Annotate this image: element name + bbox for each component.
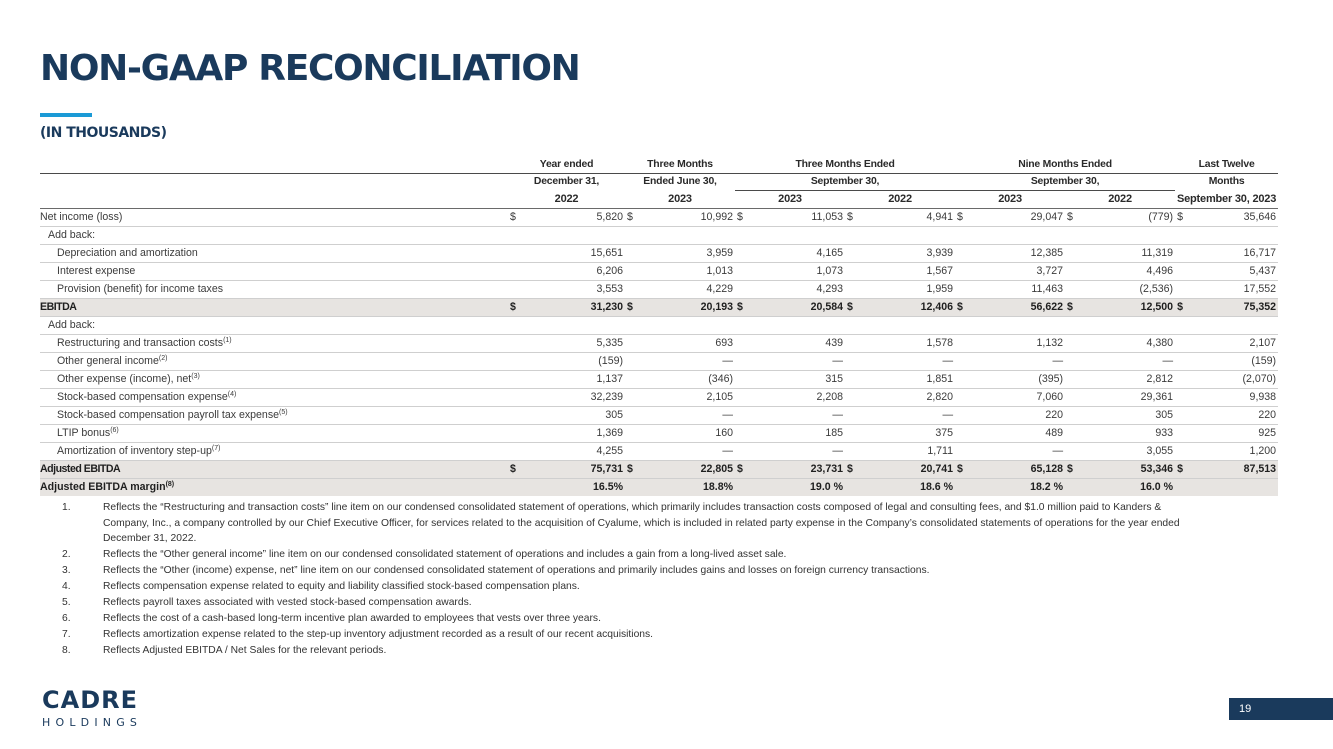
cell-value: (395) <box>977 371 1065 389</box>
cell-value: 35,646 <box>1191 209 1278 227</box>
cell-value: — <box>1087 353 1175 371</box>
row-label: EBITDA <box>40 299 508 317</box>
cell-value: 2,105 <box>647 389 735 407</box>
row-label: Adjusted EBITDA margin$^{(8)}$ <box>40 479 508 497</box>
cell-value: 22,805 <box>647 461 735 479</box>
cell-value: (159) <box>530 353 625 371</box>
cell-value: (2,536) <box>1087 281 1175 299</box>
currency-symbol: $ <box>508 299 530 317</box>
table-row-adjusted-ebitda-margin <box>40 479 1278 497</box>
cell-value: 75,731 <box>530 461 625 479</box>
cell-value: 11,053 <box>757 209 845 227</box>
cell-value: 2,208 <box>757 389 845 407</box>
row-label: Net income (loss) <box>40 209 508 227</box>
cell-value: 3,727 <box>977 263 1065 281</box>
currency-symbol: $ <box>735 209 757 227</box>
table-row-adjusted-ebitda <box>40 461 1278 479</box>
cell-value: (159) <box>1191 353 1278 371</box>
cell-value: 4,165 <box>757 245 845 263</box>
cell-value: 11,463 <box>977 281 1065 299</box>
cell-value: 1,137 <box>530 371 625 389</box>
cell-value: 1,959 <box>867 281 955 299</box>
header-december-31: December 31, <box>508 174 625 191</box>
cell-value: 32,239 <box>530 389 625 407</box>
cell-value: — <box>867 407 955 425</box>
table-row <box>40 263 1278 281</box>
row-label: Other general income$^{(2)}$ <box>40 353 508 371</box>
title-accent-bar <box>40 113 92 117</box>
cell-value: 12,385 <box>977 245 1065 263</box>
table-row <box>40 425 1278 443</box>
currency-symbol: $ <box>625 299 647 317</box>
table-row <box>40 317 1278 335</box>
header-year-ended: Year ended <box>539 159 594 170</box>
cell-value: 29,047 <box>977 209 1065 227</box>
header-nine-months-ended: Nine Months Ended <box>1018 159 1112 170</box>
footnote-item: 7. Reflects amortization expense related to the step-up inventory adjustment recorded as a result of our recent acquisitions. <box>62 629 654 640</box>
cell-value: 305 <box>1087 407 1175 425</box>
cell-value: 1,200 <box>1191 443 1278 461</box>
cell-value: 56,622 <box>977 299 1065 317</box>
header-year-col5: 2023 <box>998 193 1022 205</box>
cell-value: 2,820 <box>867 389 955 407</box>
currency-symbol: $ <box>625 461 647 479</box>
row-label: Stock-based compensation expense$^{(4)}$ <box>40 389 508 407</box>
cell-value: 1,578 <box>867 335 955 353</box>
row-label: Amortization of inventory step-$up^{(7)}$ <box>40 443 508 461</box>
cell-value: 160 <box>647 425 735 443</box>
cell-value: 3,055 <box>1087 443 1175 461</box>
cell-value: 489 <box>977 425 1065 443</box>
cell-value: 87,513 <box>1191 461 1278 479</box>
currency-symbol: $ <box>508 209 530 227</box>
footnote-item: 8. Reflects Adjusted EBITDA / Net Sales for the relevant periods. <box>62 645 387 656</box>
cell-value: 315 <box>757 371 845 389</box>
currency-symbol: $ <box>955 299 977 317</box>
page-number: 19 <box>1229 698 1333 720</box>
row-label: Stock-based compensation payroll tax expense$^{(5)}$ <box>40 407 508 425</box>
cell-value: 3,939 <box>867 245 955 263</box>
cell-value: (779) <box>1087 209 1175 227</box>
cell-value: 18.2 % <box>977 479 1065 497</box>
currency-symbol: $ <box>955 461 977 479</box>
cell-value: 19.0 % <box>757 479 845 497</box>
currency-symbol: $ <box>735 461 757 479</box>
footnote-item: 2. Reflects the “Other general income” line item on our condensed consolidated statement of operations and includes a gain from a long-lived asset sale. <box>62 549 787 560</box>
cell-value: — <box>977 353 1065 371</box>
row-label: LTIP bonus$^{(6)}$ <box>40 425 508 443</box>
cell-value: 20,584 <box>757 299 845 317</box>
row-label: Restructuring and transaction costs$^{(1)}$ <box>40 335 508 353</box>
cell-value: 15,651 <box>530 245 625 263</box>
cell-value: 17,552 <box>1191 281 1278 299</box>
cell-value: 925 <box>1191 425 1278 443</box>
cell-value: — <box>757 443 845 461</box>
cell-value: 1,851 <box>867 371 955 389</box>
currency-symbol: $ <box>1175 299 1191 317</box>
row-label: Add back: <box>40 227 508 245</box>
currency-symbol: $ <box>1065 461 1087 479</box>
header-year-col2: 2023 <box>668 192 692 205</box>
cell-value: 220 <box>977 407 1065 425</box>
cell-value: 1,132 <box>977 335 1065 353</box>
cell-value: 7,060 <box>977 389 1065 407</box>
cell-value: 185 <box>757 425 845 443</box>
row-label: Other expense (income), net$^{(3)}$ <box>40 371 508 389</box>
header-year-col7: September 30, 2023 <box>1176 192 1277 205</box>
currency-symbol: $ <box>735 299 757 317</box>
cell-value: 1,711 <box>867 443 955 461</box>
cell-value: 4,229 <box>647 281 735 299</box>
reconciliation-table <box>40 157 1278 496</box>
cell-value: 693 <box>647 335 735 353</box>
cell-value: (346) <box>647 371 735 389</box>
cell-value: 9,938 <box>1191 389 1278 407</box>
currency-symbol: $ <box>845 209 867 227</box>
table-row <box>40 209 1278 227</box>
cell-value: 2,812 <box>1087 371 1175 389</box>
currency-symbol: $ <box>1065 299 1087 317</box>
currency-symbol: $ <box>625 209 647 227</box>
footnote-item: 3. Reflects the “Other (income) expense, net” line item on our condensed consolidated statement of operations and primarily includes gains and losses on foreign currency transactions. <box>62 565 930 576</box>
header-september-30-three: September 30, <box>735 174 955 191</box>
cell-value: 65,128 <box>977 461 1065 479</box>
cell-value: — <box>757 353 845 371</box>
header-months: Months <box>1175 174 1278 191</box>
currency-symbol: $ <box>1175 209 1191 227</box>
header-three-months-ended: Three Months Ended <box>795 159 895 170</box>
cell-value: 2,107 <box>1191 335 1278 353</box>
cell-value: 11,319 <box>1087 245 1175 263</box>
cell-value: 12,500 <box>1087 299 1175 317</box>
row-label: Adjusted EBITDA <box>40 461 508 479</box>
header-september-30-nine: September 30, <box>955 174 1175 191</box>
cell-value: 375 <box>867 425 955 443</box>
currency-symbol: $ <box>845 461 867 479</box>
cell-value: 53,346 <box>1087 461 1175 479</box>
header-three-months: Three Months <box>647 159 713 170</box>
cell-value: 5,437 <box>1191 263 1278 281</box>
cell-value: 6,206 <box>530 263 625 281</box>
table-row <box>40 407 1278 425</box>
row-label: Interest expense <box>40 263 508 281</box>
cell-value: — <box>757 407 845 425</box>
currency-symbol: $ <box>1065 209 1087 227</box>
cell-value: 18.6 % <box>867 479 955 497</box>
cell-value <box>1191 479 1278 497</box>
cell-value: 10,992 <box>647 209 735 227</box>
cell-value: 16.0 % <box>1087 479 1175 497</box>
cell-value: 439 <box>757 335 845 353</box>
row-label: Provision (benefit) for income taxes <box>40 281 508 299</box>
table-header <box>40 157 1278 209</box>
cell-value: — <box>977 443 1065 461</box>
cell-value: 31,230 <box>530 299 625 317</box>
table-row <box>40 353 1278 371</box>
header-year-col4: 2022 <box>888 193 912 205</box>
cell-value: 1,369 <box>530 425 625 443</box>
cell-value: 1,013 <box>647 263 735 281</box>
cell-value: 12,406 <box>867 299 955 317</box>
footnote-item: 1. Reflects the “Restructuring and transaction costs” line item on our condensed consolidated statement of operations, which primarily includes transaction costs composed of legal and consulting fees, and $1.0 million paid to Kanders & Company, Inc., a company controlled by our Chief Executive Officer, for services related to the acquisition of Cyalume, which is included in related party expense in the Company’s consolidated statements of operations for the year ended December 31, 2022. <box>62 502 1180 544</box>
cell-value: 20,193 <box>647 299 735 317</box>
cell-value: 933 <box>1087 425 1175 443</box>
header-year-col6: 2022 <box>1108 193 1132 205</box>
currency-symbol: $ <box>955 209 977 227</box>
cell-value: 5,820 <box>530 209 625 227</box>
cell-value: 23,731 <box>757 461 845 479</box>
table-row <box>40 389 1278 407</box>
units-subtitle: (IN THOUSANDS) <box>40 125 167 141</box>
cell-value: 220 <box>1191 407 1278 425</box>
table-row <box>40 281 1278 299</box>
header-year-col3: 2023 <box>778 193 802 205</box>
table-row <box>40 245 1278 263</box>
company-logo-subtitle: HOLDINGS <box>42 716 143 729</box>
cell-value: 5,335 <box>530 335 625 353</box>
cell-value: 4,941 <box>867 209 955 227</box>
row-label: Depreciation and amortization <box>40 245 508 263</box>
cell-value: 16,717 <box>1191 245 1278 263</box>
cell-value: 1,567 <box>867 263 955 281</box>
header-last-twelve: Last Twelve <box>1198 159 1255 170</box>
currency-symbol: $ <box>1175 461 1191 479</box>
cell-value: 4,496 <box>1087 263 1175 281</box>
cell-value: 18.8% <box>647 479 735 497</box>
table-row-ebitda <box>40 299 1278 317</box>
header-year-col1: 2022 <box>554 192 579 205</box>
cell-value: (2,070) <box>1191 371 1278 389</box>
cell-value: 75,352 <box>1191 299 1278 317</box>
cell-value: 3,959 <box>647 245 735 263</box>
table-row <box>40 227 1278 245</box>
footnote-item: 5. Reflects payroll taxes associated with vested stock-based compensation awards. <box>62 597 472 608</box>
cell-value: 1,073 <box>757 263 845 281</box>
currency-symbol: $ <box>845 299 867 317</box>
cell-value: — <box>647 443 735 461</box>
row-label: Add back: <box>40 317 508 335</box>
cell-value: 16.5% <box>530 479 625 497</box>
company-logo: CADRE <box>42 686 138 714</box>
cell-value: 29,361 <box>1087 389 1175 407</box>
cell-value: 4,293 <box>757 281 845 299</box>
cell-value: — <box>867 353 955 371</box>
footnote-item: 4. Reflects compensation expense related to equity and liability classified stock-based compensation plans. <box>62 581 580 592</box>
header-ended-june-30: Ended June 30, <box>625 174 735 191</box>
table-row <box>40 443 1278 461</box>
cell-value: 305 <box>530 407 625 425</box>
footnotes <box>62 500 1182 659</box>
cell-value: — <box>647 407 735 425</box>
cell-value: 20,741 <box>867 461 955 479</box>
currency-symbol: $ <box>508 461 530 479</box>
cell-value: 4,255 <box>530 443 625 461</box>
cell-value: 4,380 <box>1087 335 1175 353</box>
cell-value: — <box>647 353 735 371</box>
footnote-item: 6. Reflects the cost of a cash-based long-term incentive plan awarded to employees that vests over three years. <box>62 613 601 624</box>
cell-value: 3,553 <box>530 281 625 299</box>
table-row <box>40 371 1278 389</box>
table-row <box>40 335 1278 353</box>
page-title: NON-GAAP RECONCILIATION <box>40 48 580 89</box>
